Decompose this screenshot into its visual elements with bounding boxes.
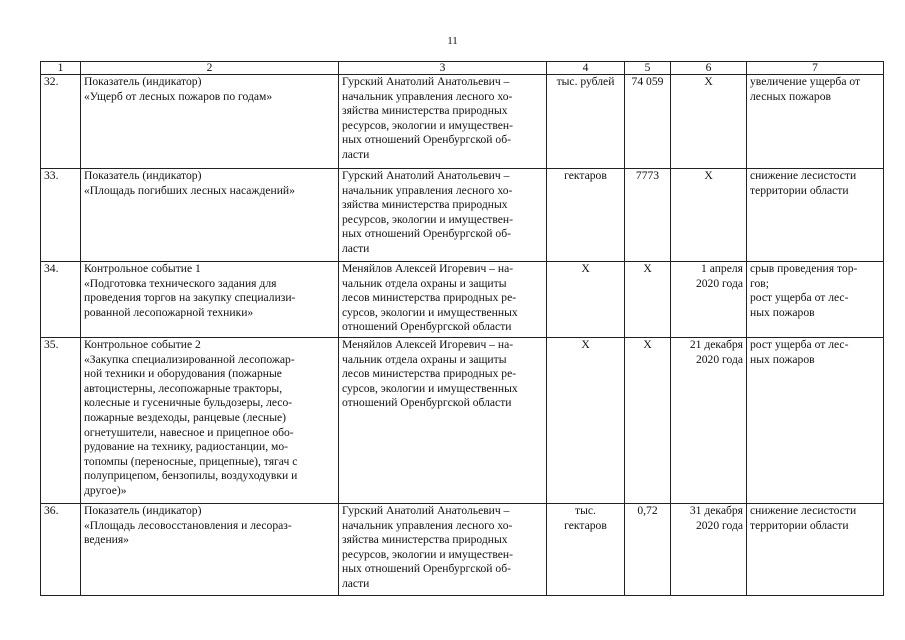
value: Х	[625, 338, 671, 504]
responsible-person: Гурский Анатолий Анатольевич – начальник управления лесного хо- зяйства министерства природных ресурсов, экологии и имуществен- ных отношений Оренбургской об- ласти	[339, 169, 547, 262]
deadline: Х	[671, 75, 747, 169]
item-description: Показатель (индикатор) «Площадь погибших лесных насаждений»	[81, 169, 339, 262]
row-number: 33.	[41, 169, 81, 262]
consequence: увеличение ущерба от лесных пожаров	[747, 75, 884, 169]
table-row	[41, 504, 884, 596]
header-row	[41, 62, 884, 75]
page-number: 11	[447, 35, 458, 47]
unit-of-measure: Х	[547, 338, 625, 504]
row-number: 35.	[41, 338, 81, 504]
unit-of-measure: гектаров	[547, 169, 625, 262]
item-description: Показатель (индикатор) «Ущерб от лесных пожаров по годам»	[81, 75, 339, 169]
table-row	[41, 75, 884, 169]
header-col-3: 3	[339, 62, 547, 75]
header-col-2: 2	[81, 62, 339, 75]
table-row	[41, 169, 884, 262]
header-col-7: 7	[747, 62, 884, 75]
row-number: 36.	[41, 504, 81, 596]
responsible-person: Гурский Анатолий Анатольевич – начальник управления лесного хо- зяйства министерства природных ресурсов, экологии и имуществен- ных отношений Оренбургской об- ласти	[339, 504, 547, 596]
item-description: Контрольное событие 1 «Подготовка технического задания для проведения торгов на закупку специализи- рованной лесопожарной техники»	[81, 262, 339, 338]
table-row	[41, 262, 884, 338]
header-col-5: 5	[625, 62, 671, 75]
header-col-1: 1	[41, 62, 81, 75]
header-col-4: 4	[547, 62, 625, 75]
deadline: Х	[671, 169, 747, 262]
unit-of-measure: Х	[547, 262, 625, 338]
table-body	[41, 75, 884, 596]
deadline: 1 апреля 2020 года	[671, 262, 747, 338]
responsible-person: Меняйлов Алексей Игоревич – на- чальник отдела охраны и защиты лесов министерства природных ре- сурсов, экологии и имущественных отношений Оренбургской области	[339, 262, 547, 338]
responsible-person: Меняйлов Алексей Игоревич – на- чальник отдела охраны и защиты лесов министерства природных ре- сурсов, экологии и имущественных отношений Оренбургской области	[339, 338, 547, 504]
deadline: 31 декабря 2020 года	[671, 504, 747, 596]
row-number: 32.	[41, 75, 81, 169]
consequence: рост ущерба от лес- ных пожаров	[747, 338, 884, 504]
value: 7773	[625, 169, 671, 262]
plan-table	[40, 61, 884, 596]
item-description: Контрольное событие 2 «Закупка специализированной лесопожар- ной техники и оборудования (пожарные автоцистерны, лесопожарные тракторы, колесные и гусеничные бульдозеры, лесо- пожарные вездеходы, ранцевые (лесные) огнетушители, навесное и прицепное обо- рудование на технику, радиостанции, мо- топомпы (переносные, прицепные), тягач с полуприцепом, бензопилы, воздуходувки и другое)»	[81, 338, 339, 504]
value: 0,72	[625, 504, 671, 596]
deadline: 21 декабря 2020 года	[671, 338, 747, 504]
table-row	[41, 338, 884, 504]
row-number: 34.	[41, 262, 81, 338]
item-description: Показатель (индикатор) «Площадь лесовосстановления и лесораз- ведения»	[81, 504, 339, 596]
consequence: снижение лесистости территории области	[747, 169, 884, 262]
table-header	[41, 62, 884, 75]
consequence: снижение лесистости территории области	[747, 504, 884, 596]
responsible-person: Гурский Анатолий Анатольевич – начальник управления лесного хо- зяйства министерства природных ресурсов, экологии и имуществен- ных отношений Оренбургской об- ласти	[339, 75, 547, 169]
header-col-6: 6	[671, 62, 747, 75]
consequence: срыв проведения тор- гов; рост ущерба от лес- ных пожаров	[747, 262, 884, 338]
unit-of-measure: тыс. рублей	[547, 75, 625, 169]
unit-of-measure: тыс. гектаров	[547, 504, 625, 596]
value: 74 059	[625, 75, 671, 169]
value: Х	[625, 262, 671, 338]
